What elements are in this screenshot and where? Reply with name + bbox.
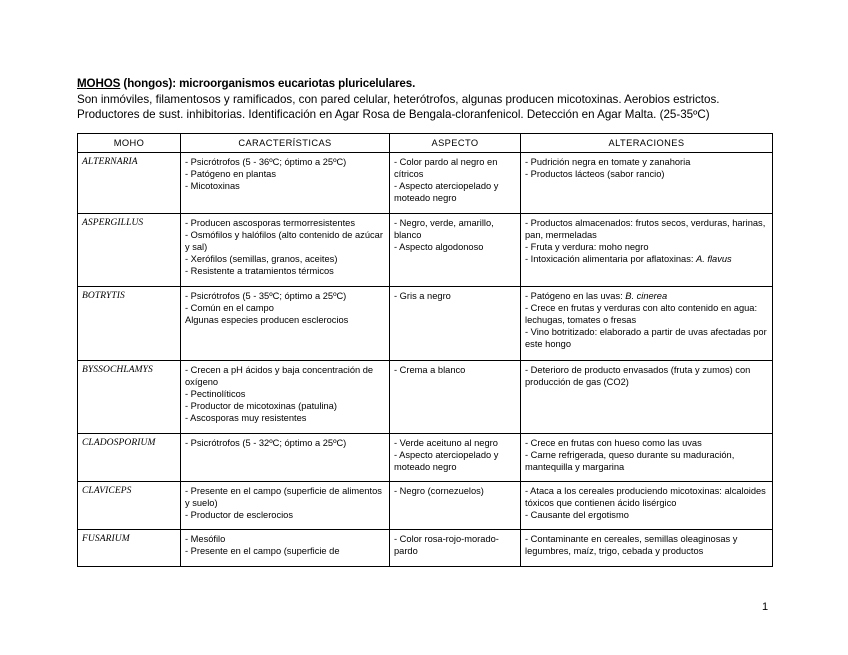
page-number: 1 [762,601,769,613]
moho-name: ASPERGILLUS [78,214,181,287]
moho-name: FUSARIUM [78,530,181,567]
table-row [78,287,773,361]
list-item: - Deterioro de producto envasados (fruta y zumos) con producción de gas (CO2) [525,365,751,388]
caracteristicas-cell [181,482,390,530]
section-title-keyword: MOHOS [77,77,121,90]
table-row [78,482,773,530]
aspecto-cell [390,214,521,287]
species-name: B. cinerea [625,291,668,301]
moho-name: ALTERNARIA [78,153,181,214]
caracteristicas-cell [181,153,390,214]
header-moho: MOHO [78,134,181,153]
moho-table [77,133,773,567]
table-row [78,434,773,482]
list-item [525,253,768,265]
aspecto-cell [390,153,521,214]
header-caracteristicas: CARACTERÍSTICAS [181,134,390,153]
intro-text [77,76,777,123]
list-item-text: - Patógeno en las uvas: [525,291,626,301]
alteraciones-cell [521,482,773,530]
table-header-row [78,134,773,153]
list-item: - Negro (cornezuelos) [394,486,484,496]
alteraciones-cell [521,287,773,361]
list-item: - Micotoxinas [185,181,240,192]
list-item-text: - Intoxicación alimentaria por aflatoxinas: [525,254,697,265]
alteraciones-cell [521,361,773,434]
table-row [78,530,773,567]
list-item: - Crema a blanco [394,365,466,375]
list-item: - Verde aceituno al negro [394,438,498,448]
intro-line-3: Productores de sust. inhibitorias. Identificación en Agar Rosa de Bengala-cloranfenicol. Detección en Agar Malta. (25-35ºC) [77,108,710,121]
list-item: - Ataca a los cereales produciendo micotoxinas: alcaloides tóxicos que contienen ácido lisérgico [525,486,766,509]
moho-name: CLAVICEPS [78,482,181,530]
list-item: - Xerófilos (semillas, granos, aceites) [185,254,338,265]
list-item: - Psicrótrofos (5 - 35ºC; óptimo a 25ºC) [185,291,347,301]
header-alteraciones: ALTERACIONES [521,134,773,153]
list-item: - Común en el campo [185,303,274,314]
list-item: - Crece en frutas y verduras con alto contenido en agua: lechugas, tomates o fresas [525,303,758,326]
list-item: - Crece en frutas con hueso como las uvas [525,438,702,448]
list-item: - Producen ascosporas termorresistentes [185,218,355,228]
list-item: - Presente en el campo (superficie de alimentos y suelo) [185,486,382,509]
list-item: Algunas especies producen esclerocios [185,315,349,326]
list-item: - Osmófilos y halófilos (alto contenido de azúcar y sal) [185,230,383,253]
list-item: - Patógeno en plantas [185,169,276,180]
list-item: - Fruta y verdura: moho negro [525,242,649,253]
list-item: - Ascosporas muy resistentes [185,413,307,424]
list-item [525,290,768,302]
list-item: - Psicrótrofos (5 - 36ºC; óptimo a 25ºC) [185,157,347,167]
moho-name: BYSSOCHLAMYS [78,361,181,434]
caracteristicas-cell [181,214,390,287]
list-item: - Vino botritizado: elaborado a partir de uvas afectadas por este hongo [525,327,767,350]
section-title-rest: (hongos): microorganismos eucariotas pluricelulares. [120,77,416,90]
aspecto-cell [390,530,521,567]
list-item: - Carne refrigerada, queso durante su maduración, mantequilla y margarina [525,450,735,473]
caracteristicas-cell [181,361,390,434]
alteraciones-cell [521,530,773,567]
list-item: - Resistente a tratamientos térmicos [185,266,334,277]
list-item: - Aspecto aterciopelado y moteado negro [394,181,499,204]
aspecto-cell [390,482,521,530]
list-item: - Causante del ergotismo [525,510,629,521]
list-item: - Productor de micotoxinas (patulina) [185,401,337,412]
list-item: - Productos almacenados: frutos secos, verduras, harinas, pan, mermeladas [525,218,766,241]
aspecto-cell [390,434,521,482]
list-item: - Psicrótrofos (5 - 32ºC; óptimo a 25ºC) [185,438,347,448]
moho-name: CLADOSPORIUM [78,434,181,482]
list-item: - Crecen a pH ácidos y baja concentración de oxígeno [185,365,374,388]
table-row [78,153,773,214]
species-name: A. flavus [696,254,732,265]
intro-line-2: Son inmóviles, filamentosos y ramificados, con pared celular, heterótrofos, algunas producen micotoxinas. Aerobios estrictos. [77,92,720,106]
table-row [78,214,773,287]
section-title [77,76,777,92]
list-item: - Mesófilo [185,534,226,544]
list-item: - Aspecto algodonoso [394,242,484,253]
alteraciones-cell [521,214,773,287]
list-item: - Negro, verde, amarillo, blanco [394,218,494,241]
alteraciones-cell [521,153,773,214]
caracteristicas-cell [181,434,390,482]
list-item: - Aspecto aterciopelado y moteado negro [394,450,499,473]
caracteristicas-cell [181,530,390,567]
table-row [78,361,773,434]
aspecto-cell [390,287,521,361]
aspecto-cell [390,361,521,434]
list-item: - Gris a negro [394,291,451,301]
moho-name: BOTRYTIS [78,287,181,361]
list-item: - Pudrición negra en tomate y zanahoria [525,157,691,167]
list-item: - Color rosa-rojo-morado-pardo [394,534,499,557]
list-item: - Pectinolíticos [185,389,246,400]
list-item: - Productor de esclerocios [185,510,293,521]
list-item: - Contaminante en cereales, semillas oleaginosas y legumbres, maíz, trigo, cebada y productos [525,534,738,557]
list-item: - Color pardo al negro en cítricos [394,157,498,180]
alteraciones-cell [521,434,773,482]
list-item: - Presente en el campo (superficie de [185,546,340,557]
list-item: - Productos lácteos (sabor rancio) [525,169,665,180]
header-aspecto: ASPECTO [390,134,521,153]
caracteristicas-cell [181,287,390,361]
